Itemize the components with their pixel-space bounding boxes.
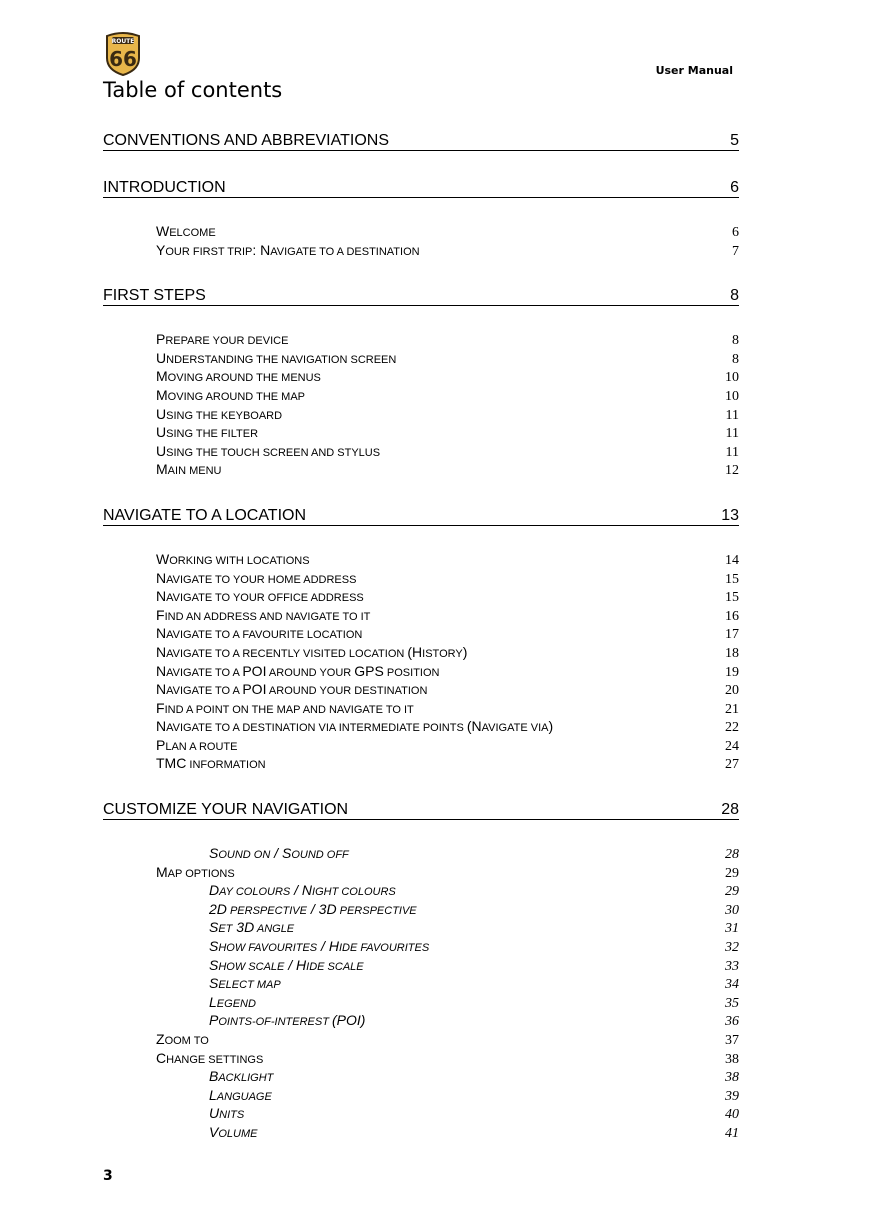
toc-chapter[interactable] bbox=[103, 503, 739, 526]
toc-entry[interactable] bbox=[103, 993, 739, 1012]
toc-entry-page: 24 bbox=[725, 738, 739, 754]
toc-entry[interactable] bbox=[103, 680, 739, 699]
toc-entry[interactable] bbox=[103, 442, 739, 461]
toc-entry-page: 11 bbox=[725, 426, 739, 442]
toc-chapter-page: 13 bbox=[721, 506, 739, 524]
toc-entry-page: 37 bbox=[725, 1033, 739, 1048]
toc-entry-title: MOVING AROUND THE MAP bbox=[156, 386, 305, 403]
toc-entry-title: 2D PERSPECTIVE / 3D PERSPECTIVE bbox=[209, 900, 417, 917]
toc-entry-page: 40 bbox=[725, 1107, 739, 1123]
toc-entry[interactable] bbox=[103, 717, 739, 736]
toc-entry-page: 31 bbox=[725, 921, 739, 937]
toc-entry[interactable] bbox=[103, 1049, 739, 1068]
toc-entry-page: 19 bbox=[725, 664, 739, 680]
toc-entry-title: SHOW SCALE / HIDE SCALE bbox=[209, 956, 364, 973]
toc-chapter-title: FIRST STEPS bbox=[103, 287, 206, 305]
toc-entry-title: UNDERSTANDING THE NAVIGATION SCREEN bbox=[156, 349, 397, 366]
toc-entry-page: 15 bbox=[725, 590, 739, 606]
toc-entry-page: 15 bbox=[725, 571, 739, 587]
page-number: 3 bbox=[103, 1168, 113, 1184]
toc-entry-title: NAVIGATE TO A POI AROUND YOUR DESTINATION bbox=[156, 681, 428, 698]
toc-chapter-page: 8 bbox=[730, 287, 739, 305]
toc-entry[interactable] bbox=[103, 754, 739, 773]
toc-entry-page: 38 bbox=[725, 1070, 739, 1086]
toc-entry-title: PREPARE YOUR DEVICE bbox=[156, 331, 289, 348]
toc-chapter-title: NAVIGATE TO A LOCATION bbox=[103, 506, 307, 524]
toc-entry-page: 33 bbox=[725, 958, 739, 974]
toc-entry[interactable] bbox=[103, 405, 739, 424]
toc-entry-page: 12 bbox=[725, 463, 739, 479]
toc-entry[interactable] bbox=[103, 1104, 739, 1123]
toc-entry-page: 14 bbox=[725, 552, 739, 568]
toc-chapter[interactable] bbox=[103, 283, 739, 306]
toc-entry[interactable] bbox=[103, 900, 739, 919]
toc-entry[interactable] bbox=[103, 974, 739, 993]
toc-entry-page: 22 bbox=[725, 720, 739, 736]
toc-entry-title: FIND AN ADDRESS AND NAVIGATE TO IT bbox=[156, 606, 371, 623]
toc-chapter-title: CONVENTIONS AND ABBREVIATIONS bbox=[103, 132, 389, 149]
table-of-contents bbox=[103, 128, 739, 1142]
toc-entry[interactable] bbox=[103, 587, 739, 606]
toc-entry[interactable] bbox=[103, 1011, 739, 1030]
toc-entry-title: WORKING WITH LOCATIONS bbox=[156, 550, 310, 567]
toc-chapter[interactable] bbox=[103, 128, 739, 151]
toc-entry-page: 39 bbox=[725, 1088, 739, 1104]
toc-entry-title: BACKLIGHT bbox=[209, 1068, 274, 1085]
toc-entry-title: MAIN MENU bbox=[156, 461, 222, 478]
toc-chapter-page: 28 bbox=[721, 801, 739, 819]
svg-text:66: 66 bbox=[109, 47, 137, 71]
toc-entry-title: PLAN A ROUTE bbox=[156, 736, 238, 753]
svg-text:ROUTE: ROUTE bbox=[111, 38, 135, 45]
toc-entry-title: NAVIGATE TO YOUR OFFICE ADDRESS bbox=[156, 588, 364, 605]
toc-entry-title: DAY COLOURS / NIGHT COLOURS bbox=[209, 882, 396, 899]
toc-entry-page: 29 bbox=[725, 865, 739, 881]
toc-entry-title: USING THE TOUCH SCREEN AND STYLUS bbox=[156, 442, 381, 459]
toc-entry[interactable] bbox=[103, 386, 739, 405]
toc-entry-page: 11 bbox=[725, 407, 739, 423]
toc-entry[interactable] bbox=[103, 956, 739, 975]
toc-entry[interactable] bbox=[103, 937, 739, 956]
toc-entry-title: SELECT MAP bbox=[209, 975, 281, 992]
toc-entry-title: SHOW FAVOURITES / HIDE FAVOURITES bbox=[209, 938, 430, 955]
toc-entry-title: MOVING AROUND THE MENUS bbox=[156, 368, 321, 385]
toc-entry-page: 36 bbox=[725, 1014, 739, 1030]
toc-entry[interactable] bbox=[103, 624, 739, 643]
toc-entry-page: 11 bbox=[725, 444, 739, 460]
toc-entry-page: 8 bbox=[732, 333, 739, 349]
toc-entry-page: 8 bbox=[732, 351, 739, 367]
toc-entry[interactable] bbox=[103, 367, 739, 386]
toc-entry[interactable] bbox=[103, 550, 739, 569]
toc-entry[interactable] bbox=[103, 736, 739, 755]
toc-chapter-page: 6 bbox=[730, 179, 739, 196]
toc-entry[interactable] bbox=[103, 1123, 739, 1142]
toc-entry[interactable] bbox=[103, 460, 739, 479]
toc-entry-page: 30 bbox=[725, 902, 739, 918]
toc-entry-page: 18 bbox=[725, 645, 739, 661]
toc-entry-title: WELCOME bbox=[156, 223, 216, 239]
toc-entry[interactable] bbox=[103, 330, 739, 349]
toc-entry-title: VOLUME bbox=[209, 1123, 258, 1140]
toc-entry-title: LEGEND bbox=[209, 993, 256, 1010]
toc-chapter-title: CUSTOMIZE YOUR NAVIGATION bbox=[103, 801, 349, 819]
toc-entry-title: YOUR FIRST TRIP: NAVIGATE TO A DESTINATION bbox=[156, 241, 420, 258]
toc-entry-title: NAVIGATE TO YOUR HOME ADDRESS bbox=[156, 569, 357, 586]
header-label: User Manual bbox=[655, 64, 733, 77]
toc-entry-title: CHANGE SETTINGS bbox=[156, 1049, 264, 1066]
toc-entry-page: 10 bbox=[725, 370, 739, 386]
toc-entry-page: 10 bbox=[725, 388, 739, 404]
toc-entry[interactable] bbox=[103, 844, 739, 863]
toc-entry-title: SET 3D ANGLE bbox=[209, 919, 295, 936]
toc-entry[interactable] bbox=[103, 423, 739, 442]
toc-chapter-title: INTRODUCTION bbox=[103, 179, 226, 196]
toc-entry-title: MAP OPTIONS bbox=[156, 863, 235, 880]
toc-entry-title: USING THE KEYBOARD bbox=[156, 405, 283, 422]
toc-chapter-page: 5 bbox=[730, 132, 739, 149]
toc-entry-page: 29 bbox=[725, 884, 739, 900]
toc-entry-page: 27 bbox=[725, 757, 739, 773]
toc-entry-page: 38 bbox=[725, 1051, 739, 1067]
toc-entry-title: UNITS bbox=[209, 1105, 245, 1122]
toc-entry[interactable] bbox=[103, 241, 739, 260]
toc-entry-title: POINTS-OF-INTEREST (POI) bbox=[209, 1012, 366, 1029]
toc-entry-title: FIND A POINT ON THE MAP AND NAVIGATE TO IT bbox=[156, 699, 414, 716]
toc-chapter[interactable] bbox=[103, 175, 739, 198]
toc-entry[interactable] bbox=[103, 1086, 739, 1105]
toc-entry-title: LANGUAGE bbox=[209, 1086, 272, 1103]
toc-entry-page: 41 bbox=[725, 1125, 739, 1141]
toc-entry-title: USING THE FILTER bbox=[156, 424, 259, 441]
toc-entry-title: SOUND ON / SOUND OFF bbox=[209, 845, 349, 862]
toc-entry-page: 28 bbox=[725, 847, 739, 863]
toc-entry-title: TMC INFORMATION bbox=[156, 755, 266, 772]
toc-entry-page: 20 bbox=[725, 683, 739, 699]
toc-entry-title: NAVIGATE TO A RECENTLY VISITED LOCATION (HISTORY) bbox=[156, 643, 468, 660]
toc-entry-title: NAVIGATE TO A FAVOURITE LOCATION bbox=[156, 625, 363, 642]
toc-entry[interactable] bbox=[103, 863, 739, 882]
toc-entry[interactable] bbox=[103, 699, 739, 718]
toc-entry[interactable] bbox=[103, 606, 739, 625]
toc-entry-title: NAVIGATE TO A DESTINATION VIA INTERMEDIATE POINTS (NAVIGATE VIA) bbox=[156, 718, 554, 735]
toc-entry[interactable] bbox=[103, 222, 739, 241]
toc-entry[interactable] bbox=[103, 918, 739, 937]
toc-entry-page: 7 bbox=[732, 243, 739, 259]
toc-entry-page: 6 bbox=[732, 225, 739, 240]
toc-entry[interactable] bbox=[103, 569, 739, 588]
toc-entry[interactable] bbox=[103, 1067, 739, 1086]
toc-chapter[interactable] bbox=[103, 797, 739, 820]
toc-entry[interactable] bbox=[103, 662, 739, 681]
toc-entry[interactable] bbox=[103, 643, 739, 662]
toc-entry-title: NAVIGATE TO A POI AROUND YOUR GPS POSITION bbox=[156, 662, 440, 679]
toc-entry[interactable] bbox=[103, 1030, 739, 1049]
toc-entry-page: 35 bbox=[725, 995, 739, 1011]
route66-logo bbox=[103, 30, 143, 76]
toc-entry-page: 17 bbox=[725, 627, 739, 643]
toc-entry[interactable] bbox=[103, 349, 739, 368]
toc-entry-page: 34 bbox=[725, 977, 739, 993]
toc-entry-page: 21 bbox=[725, 701, 739, 717]
toc-entry-page: 32 bbox=[725, 940, 739, 956]
toc-entry-page: 16 bbox=[725, 608, 739, 624]
page-title: Table of contents bbox=[103, 78, 283, 102]
toc-entry[interactable] bbox=[103, 881, 739, 900]
toc-entry-title: ZOOM TO bbox=[156, 1031, 209, 1047]
